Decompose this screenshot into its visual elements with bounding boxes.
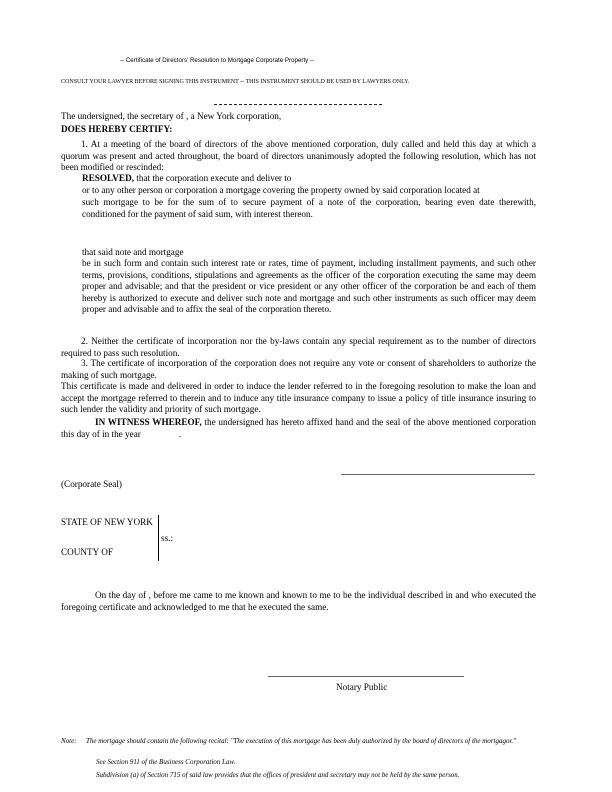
- paragraph-2: 2. Neither the certificate of incorporation nor the by-laws contain any special requirement as to the number of directors required to pass such resolution.: [61, 336, 536, 358]
- footnote-subdivision: Subdivision (a) of Section 715 of said law provides that the offices of president and secretary may not be held by the same person.: [96, 771, 460, 779]
- resolved-text: that the corporation execute and deliver to: [134, 173, 292, 183]
- paragraph-3: 3. The certificate of incorporation of the corporation does not require any vote or consent of shareholders to authorize the making of such mortgage.: [61, 358, 536, 380]
- footnote-see: See Section 911 of the Business Corporation Law.: [96, 758, 236, 766]
- resolved-line-3: such mortgage to be for the sum of to secure payment of a note of the corporation, bearing even date therewith, conditioned for the payment of said sum, with interest thereon.: [82, 197, 536, 219]
- signature-line: [341, 474, 535, 475]
- venue-state: STATE OF NEW YORK: [61, 517, 153, 527]
- notary-label: Notary Public: [336, 682, 388, 692]
- witness-label: IN WITNESS WHEREOF,: [95, 417, 202, 427]
- witness-text: the undersigned has hereto affixed hand and the seal of the above mentioned corporation this day of in the year: [61, 417, 537, 439]
- venue-county: COUNTY OF: [61, 547, 113, 557]
- further-line-1: that said note and mortgage: [82, 247, 184, 257]
- title-dashed-rule: [214, 104, 382, 105]
- intro-line: The undersigned, the secretary of , a New York corporation,: [61, 111, 282, 121]
- resolved-line-2: or to any other person or corporation a mortgage covering the property owned by said corporation located at: [82, 185, 480, 195]
- venue-ss: ss.:: [161, 533, 174, 543]
- further-body: be in such form and contain such interest rate or rates, time of payment, including installment payments, and such other terms, provisions, conditions, stipulations and agreements as the officer of the corporation executing the same may deem proper and advisable; and that the president or vice president or any other officer of the corporation be and each of them hereby is authorized to execute and deliver such note and mortgage and such other instruments as such officer may deem proper and advisable and to affix the seal of the corporation thereto.: [82, 258, 536, 315]
- paragraph-4: This certificate is made and delivered in order to induce the lender referred to in the foregoing resolution to make the loan and accept the mortgage referred to therein and to induce any title insurance company to issue a policy of title insurance insuring to such lender the validity and priority of such mortgage.: [61, 381, 536, 415]
- resolved-label: RESOLVED,: [82, 173, 134, 183]
- witness-end: .: [178, 428, 182, 439]
- venue-bracket: [158, 515, 159, 561]
- footnote-label: Note:: [61, 737, 77, 745]
- witness-paragraph: [61, 417, 536, 440]
- paragraph-1: 1. At a meeting of the board of directors of the above mentioned corporation, duly called and held this day at which a quorum was present and acted throughout, the board of directors unanimously adopted the following resolution, which has not been modified or rescinded:: [61, 139, 536, 173]
- form-title: -- Certificate of Directors' Resolution to Mortgage Corporate Property --: [120, 57, 315, 64]
- corporate-seal-label: (Corporate Seal): [61, 479, 122, 489]
- footnote-text: The mortgage should contain the following recital: "The execution of this mortgage has been duly authorized by the board of directors of the mortgagor.": [86, 737, 517, 745]
- notary-signature-line: [268, 676, 464, 677]
- acknowledgment-paragraph: On the day of , before me came to me known and known to me to be the individual described in and who executed the foregoing certificate and acknowledged to me that he executed the same.: [61, 590, 536, 612]
- certify-heading: DOES HEREBY CERTIFY:: [61, 124, 173, 134]
- lawyer-warning: CONSULT YOUR LAWYER BEFORE SIGNING THIS INSTRUMENT -- THIS INSTRUMENT SHOULD BE USED BY LAWYERS ONLY.: [61, 79, 410, 85]
- resolved-line-1: [82, 173, 536, 185]
